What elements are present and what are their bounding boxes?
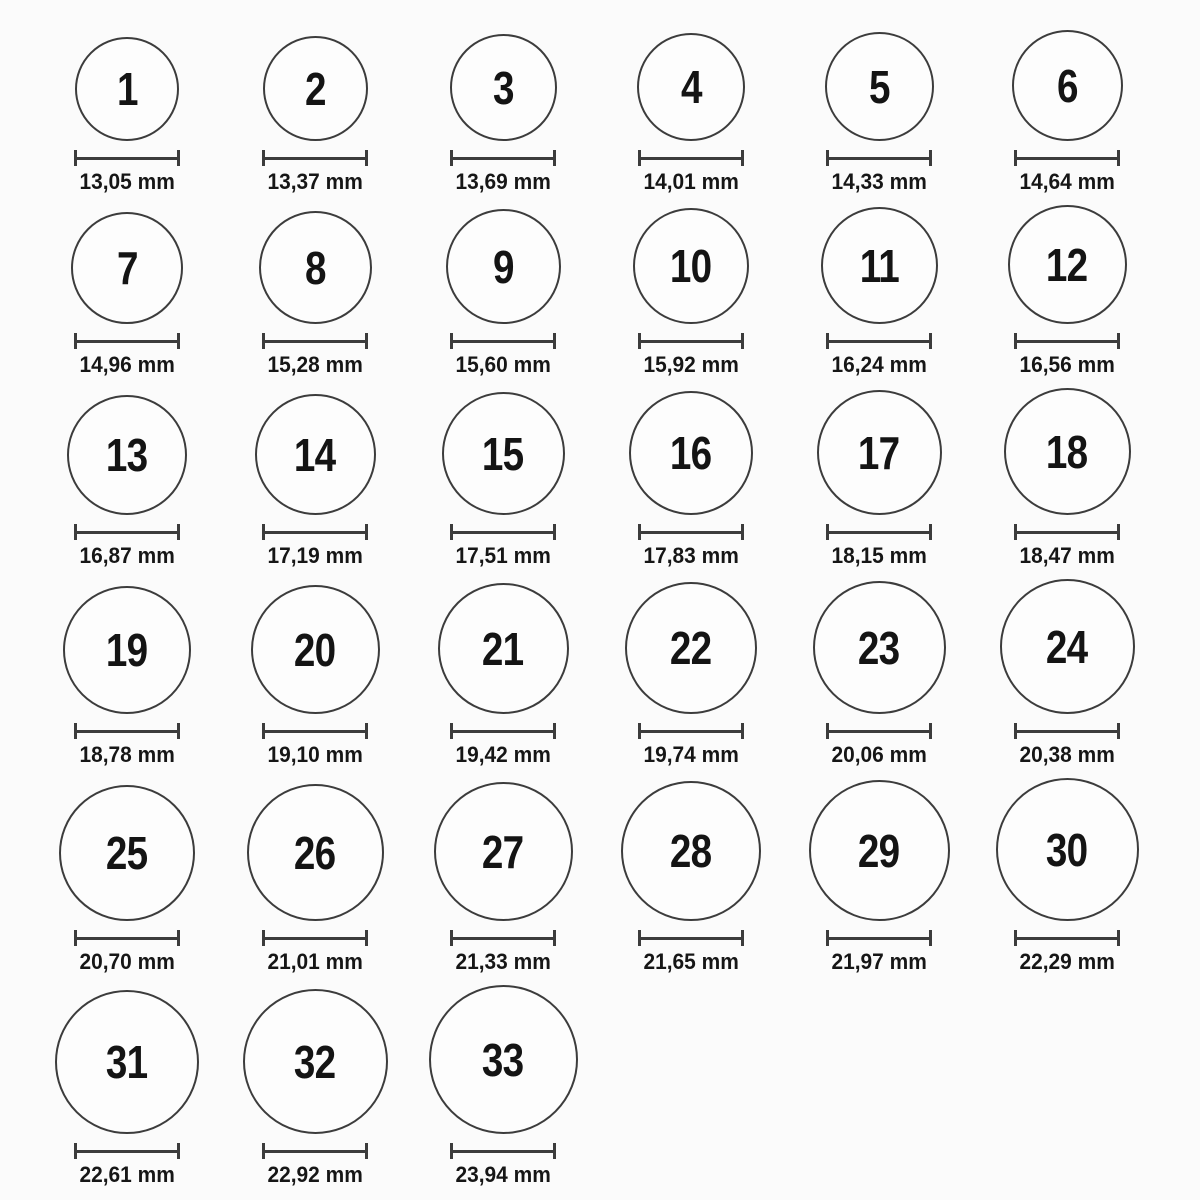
- ring-size-item: [409, 30, 597, 195]
- ring-circle: [438, 583, 569, 714]
- ring-circle: [71, 212, 183, 324]
- ring-size-item: [33, 579, 221, 768]
- diameter-label: 20,38 mm: [1019, 742, 1115, 767]
- ring-size-number: 3: [492, 61, 514, 114]
- measure-bar: [641, 730, 741, 733]
- measure-tick-right: [177, 150, 180, 166]
- diameter-measure: [1014, 333, 1120, 349]
- ring-size-number: 9: [492, 240, 514, 293]
- ring-size-item: [33, 388, 221, 569]
- ring-circle: [817, 390, 942, 515]
- ring-size-item: [597, 388, 785, 569]
- measure-bar: [265, 531, 365, 534]
- measure-tick-right: [553, 1143, 556, 1159]
- measure-tick-right: [741, 930, 744, 946]
- ring-size-item: [409, 388, 597, 569]
- diameter-measure: [74, 1143, 180, 1159]
- ring-size-item: [785, 778, 973, 975]
- measure-tick-right: [365, 333, 368, 349]
- ring-size-item: [597, 778, 785, 975]
- diameter-measure: [1014, 930, 1120, 946]
- diameter-label: 16,87 mm: [79, 543, 175, 568]
- measure-bar: [829, 937, 929, 940]
- ring-size-item: [221, 985, 409, 1188]
- diameter-measure: [638, 524, 744, 540]
- ring-size-number: 2: [304, 62, 326, 115]
- ring-circle: [825, 32, 934, 141]
- measure-tick-right: [177, 333, 180, 349]
- ring-size-item: [221, 388, 409, 569]
- measure-tick-right: [553, 524, 556, 540]
- measure-bar: [265, 340, 365, 343]
- diameter-measure: [262, 930, 368, 946]
- ring-circle: [263, 36, 368, 141]
- diameter-label: 17,19 mm: [267, 543, 363, 568]
- ring-size-item: [33, 778, 221, 975]
- ring-circle: [55, 990, 199, 1134]
- measure-tick-right: [1117, 524, 1120, 540]
- diameter-label: 14,01 mm: [643, 169, 739, 194]
- measure-bar: [1017, 730, 1117, 733]
- measure-bar: [1017, 340, 1117, 343]
- ring-size-number: 28: [670, 825, 712, 877]
- ring-size-number: 31: [106, 1036, 148, 1088]
- diameter-measure: [826, 524, 932, 540]
- measure-tick-right: [553, 150, 556, 166]
- diameter-measure: [74, 930, 180, 946]
- measure-tick-right: [1117, 150, 1120, 166]
- ring-circle: [996, 778, 1139, 921]
- ring-circle: [1008, 205, 1127, 324]
- measure-bar: [829, 340, 929, 343]
- ring-size-item: [221, 778, 409, 975]
- ring-size-item: [785, 205, 973, 378]
- measure-tick-right: [1117, 930, 1120, 946]
- diameter-label: 22,92 mm: [267, 1162, 363, 1187]
- ring-circle: [637, 33, 745, 141]
- diameter-measure: [638, 150, 744, 166]
- measure-tick-right: [365, 150, 368, 166]
- diameter-label: 22,29 mm: [1019, 949, 1115, 974]
- ring-size-item: [409, 778, 597, 975]
- ring-size-number: 14: [294, 428, 336, 481]
- diameter-measure: [826, 930, 932, 946]
- ring-size-item: [33, 985, 221, 1188]
- ring-size-number: 15: [482, 427, 524, 480]
- diameter-label: 18,15 mm: [831, 543, 927, 568]
- ring-circle: [429, 985, 578, 1134]
- ring-size-item: [33, 30, 221, 195]
- ring-size-item: [597, 205, 785, 378]
- diameter-measure: [1014, 723, 1120, 739]
- ring-size-number: 10: [670, 240, 712, 292]
- ring-circle: [446, 209, 561, 324]
- ring-circle: [629, 391, 753, 515]
- size-row: [33, 388, 1161, 569]
- measure-bar: [265, 1150, 365, 1153]
- diameter-measure: [74, 723, 180, 739]
- diameter-measure: [74, 333, 180, 349]
- measure-tick-right: [741, 723, 744, 739]
- measure-bar: [453, 1150, 553, 1153]
- measure-bar: [829, 157, 929, 160]
- diameter-measure: [262, 524, 368, 540]
- ring-circle: [450, 34, 557, 141]
- ring-circle: [243, 989, 388, 1134]
- measure-bar: [453, 531, 553, 534]
- diameter-measure: [450, 930, 556, 946]
- measure-bar: [265, 157, 365, 160]
- ring-size-item: [973, 388, 1161, 569]
- ring-size-number: 17: [858, 426, 900, 479]
- ring-circle: [809, 780, 950, 921]
- measure-tick-right: [929, 930, 932, 946]
- diameter-label: 13,37 mm: [267, 169, 363, 194]
- ring-size-number: 16: [670, 427, 712, 479]
- measure-bar: [453, 730, 553, 733]
- ring-size-number: 32: [294, 1035, 336, 1088]
- ring-circle: [625, 582, 757, 714]
- measure-bar: [453, 937, 553, 940]
- diameter-label: 13,05 mm: [79, 169, 175, 194]
- measure-tick-right: [177, 930, 180, 946]
- size-row: [33, 205, 1161, 378]
- measure-tick-right: [929, 333, 932, 349]
- ring-circle: [251, 585, 380, 714]
- diameter-label: 21,97 mm: [831, 949, 927, 974]
- measure-bar: [77, 937, 177, 940]
- ring-size-number: 4: [680, 61, 702, 113]
- measure-bar: [265, 730, 365, 733]
- ring-size-number: 27: [482, 825, 524, 878]
- ring-size-number: 24: [1046, 620, 1088, 673]
- measure-bar: [1017, 937, 1117, 940]
- ring-size-number: 20: [294, 623, 336, 676]
- measure-tick-right: [741, 333, 744, 349]
- ring-size-number: 30: [1046, 823, 1088, 876]
- diameter-measure: [826, 723, 932, 739]
- ring-size-item: [409, 205, 597, 378]
- ring-size-number: 22: [670, 622, 712, 674]
- ring-size-item: [597, 579, 785, 768]
- size-row: [33, 579, 1161, 768]
- measure-bar: [77, 1150, 177, 1153]
- ring-circle: [633, 208, 749, 324]
- ring-size-item: [973, 30, 1161, 195]
- measure-tick-right: [365, 1143, 368, 1159]
- diameter-label: 16,24 mm: [831, 352, 927, 377]
- diameter-measure: [450, 723, 556, 739]
- measure-bar: [641, 340, 741, 343]
- diameter-label: 22,61 mm: [79, 1162, 175, 1187]
- diameter-label: 14,64 mm: [1019, 169, 1115, 194]
- ring-size-number: 25: [106, 827, 148, 879]
- diameter-label: 18,47 mm: [1019, 543, 1115, 568]
- diameter-label: 13,69 mm: [455, 169, 551, 194]
- measure-bar: [829, 730, 929, 733]
- diameter-label: 17,83 mm: [643, 543, 739, 568]
- measure-tick-right: [1117, 333, 1120, 349]
- ring-circle: [813, 581, 946, 714]
- diameter-measure: [74, 524, 180, 540]
- diameter-label: 15,92 mm: [643, 352, 739, 377]
- measure-tick-right: [177, 524, 180, 540]
- ring-size-item: [785, 388, 973, 569]
- ring-size-item: [409, 985, 597, 1188]
- diameter-label: 21,01 mm: [267, 949, 363, 974]
- measure-tick-right: [365, 723, 368, 739]
- measure-bar: [77, 157, 177, 160]
- ring-size-item: [973, 205, 1161, 378]
- ring-size-number: 13: [106, 429, 148, 481]
- ring-size-item: [785, 579, 973, 768]
- measure-tick-right: [929, 150, 932, 166]
- diameter-label: 21,33 mm: [455, 949, 551, 974]
- diameter-measure: [638, 723, 744, 739]
- measure-bar: [829, 531, 929, 534]
- measure-bar: [1017, 157, 1117, 160]
- measure-tick-right: [553, 930, 556, 946]
- diameter-label: 18,78 mm: [79, 742, 175, 767]
- ring-circle: [63, 586, 191, 714]
- measure-tick-right: [365, 930, 368, 946]
- size-row: [33, 30, 1161, 195]
- measure-bar: [1017, 531, 1117, 534]
- diameter-label: 23,94 mm: [455, 1162, 551, 1187]
- measure-bar: [453, 157, 553, 160]
- diameter-measure: [826, 333, 932, 349]
- diameter-label: 19,42 mm: [455, 742, 551, 767]
- measure-tick-right: [553, 723, 556, 739]
- measure-bar: [453, 340, 553, 343]
- ring-size-item: [33, 205, 221, 378]
- diameter-label: 20,70 mm: [79, 949, 175, 974]
- measure-tick-right: [1117, 723, 1120, 739]
- measure-bar: [77, 340, 177, 343]
- ring-size-item: [973, 579, 1161, 768]
- ring-size-item: [597, 30, 785, 195]
- measure-bar: [77, 730, 177, 733]
- ring-size-number: 29: [858, 824, 900, 877]
- diameter-measure: [1014, 150, 1120, 166]
- diameter-label: 21,65 mm: [643, 949, 739, 974]
- ring-circle: [259, 211, 372, 324]
- diameter-measure: [262, 723, 368, 739]
- measure-tick-right: [741, 524, 744, 540]
- ring-size-number: 7: [116, 242, 138, 294]
- diameter-measure: [826, 150, 932, 166]
- diameter-measure: [638, 930, 744, 946]
- diameter-label: 20,06 mm: [831, 742, 927, 767]
- ring-size-item: [409, 579, 597, 768]
- ring-circle: [434, 782, 573, 921]
- ring-circle: [621, 781, 761, 921]
- measure-bar: [641, 157, 741, 160]
- diameter-measure: [262, 1143, 368, 1159]
- ring-circle: [442, 392, 565, 515]
- ring-circle: [75, 37, 179, 141]
- ring-size-number: 1: [116, 63, 138, 115]
- measure-tick-right: [177, 1143, 180, 1159]
- diameter-label: 19,10 mm: [267, 742, 363, 767]
- diameter-label: 14,96 mm: [79, 352, 175, 377]
- ring-circle: [67, 395, 187, 515]
- ring-size-item: [221, 579, 409, 768]
- ring-circle: [821, 207, 938, 324]
- diameter-measure: [638, 333, 744, 349]
- measure-bar: [77, 531, 177, 534]
- ring-circle: [1004, 388, 1131, 515]
- ring-size-number: 19: [106, 624, 148, 676]
- ring-size-number: 11: [859, 239, 899, 292]
- ring-circle: [1000, 579, 1135, 714]
- diameter-label: 19,74 mm: [643, 742, 739, 767]
- diameter-measure: [74, 150, 180, 166]
- ring-size-item: [221, 30, 409, 195]
- ring-circle: [247, 784, 384, 921]
- measure-tick-right: [553, 333, 556, 349]
- ring-circle: [255, 394, 376, 515]
- diameter-measure: [450, 1143, 556, 1159]
- diameter-label: 16,56 mm: [1019, 352, 1115, 377]
- diameter-measure: [450, 524, 556, 540]
- diameter-measure: [262, 333, 368, 349]
- measure-bar: [641, 937, 741, 940]
- measure-tick-right: [929, 723, 932, 739]
- ring-size-item: [973, 778, 1161, 975]
- ring-circle: [59, 785, 195, 921]
- diameter-measure: [1014, 524, 1120, 540]
- measure-tick-right: [929, 524, 932, 540]
- measure-tick-right: [741, 150, 744, 166]
- diameter-label: 15,60 mm: [455, 352, 551, 377]
- diameter-measure: [262, 150, 368, 166]
- diameter-measure: [450, 333, 556, 349]
- ring-size-number: 26: [294, 826, 336, 879]
- ring-circle: [1012, 30, 1123, 141]
- measure-bar: [641, 531, 741, 534]
- diameter-measure: [450, 150, 556, 166]
- ring-size-number: 18: [1046, 425, 1088, 478]
- measure-bar: [265, 937, 365, 940]
- size-row: [33, 778, 1161, 975]
- ring-size-number: 33: [482, 1033, 524, 1086]
- ring-size-item: [785, 30, 973, 195]
- ring-size-number: 21: [482, 622, 524, 675]
- measure-tick-right: [365, 524, 368, 540]
- size-row: [33, 985, 1161, 1188]
- ring-size-item: [221, 205, 409, 378]
- ring-size-number: 12: [1046, 238, 1088, 291]
- ring-size-number: 6: [1056, 59, 1078, 112]
- diameter-label: 15,28 mm: [267, 352, 363, 377]
- diameter-label: 14,33 mm: [831, 169, 927, 194]
- ring-size-number: 23: [858, 621, 900, 674]
- ring-size-number: 5: [868, 60, 890, 113]
- ring-size-number: 8: [304, 241, 326, 294]
- measure-tick-right: [177, 723, 180, 739]
- diameter-label: 17,51 mm: [455, 543, 551, 568]
